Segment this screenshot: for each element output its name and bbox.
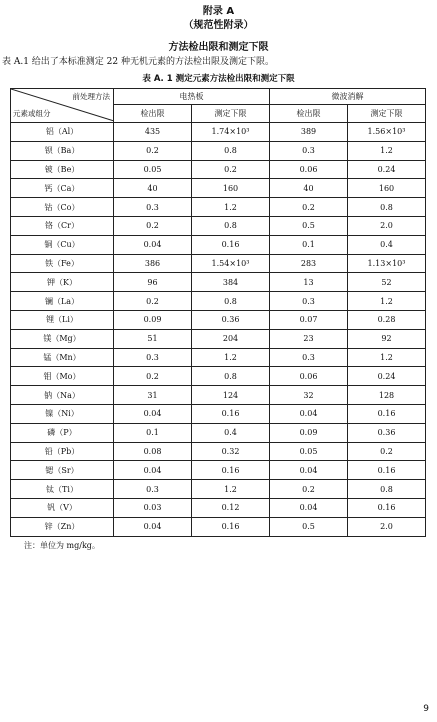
value-cell: 0.09: [270, 423, 348, 442]
corner-label-element: 元素或组分: [13, 109, 51, 118]
annex-type: （规范性附录）: [183, 20, 254, 31]
value-cell: 0.04: [114, 404, 192, 423]
value-cell: 0.2: [114, 292, 192, 311]
value-cell: 0.09: [114, 310, 192, 329]
value-cell: 0.16: [348, 404, 426, 423]
element-cell: 磷（P）: [11, 423, 114, 442]
value-cell: 0.5: [270, 517, 348, 536]
value-cell: 1.13×10³: [348, 254, 426, 273]
corner-label-method: 前处理方法: [72, 92, 110, 101]
element-cell: 锶（Sr）: [11, 461, 114, 480]
value-cell: 0.05: [270, 442, 348, 461]
value-cell: 1.54×10³: [192, 254, 270, 273]
table-row: [11, 179, 426, 198]
section-title: 方法检出限和测定下限: [168, 42, 269, 53]
value-cell: 1.74×10³: [192, 123, 270, 142]
value-cell: 52: [348, 273, 426, 292]
value-cell: 0.8: [192, 141, 270, 160]
value-cell: 1.2: [192, 198, 270, 217]
value-cell: 0.4: [348, 235, 426, 254]
value-cell: 0.16: [192, 404, 270, 423]
value-cell: 0.04: [114, 461, 192, 480]
value-cell: 0.36: [192, 310, 270, 329]
value-cell: 0.06: [270, 367, 348, 386]
element-cell: 钡（Ba）: [11, 141, 114, 160]
subheader-cell: 测定下限: [348, 105, 426, 123]
value-cell: 32: [270, 386, 348, 405]
value-cell: 0.8: [348, 480, 426, 499]
value-cell: 204: [192, 329, 270, 348]
element-cell: 镍（Ni）: [11, 404, 114, 423]
table-row: [11, 404, 426, 423]
element-cell: 铁（Fe）: [11, 254, 114, 273]
table-caption: 表 A. 1 测定元素方法检出限和测定下限: [142, 74, 295, 84]
table-row: [11, 292, 426, 311]
value-cell: 0.1: [270, 235, 348, 254]
value-cell: 0.2: [114, 367, 192, 386]
value-cell: 0.08: [114, 442, 192, 461]
value-cell: 0.3: [270, 292, 348, 311]
value-cell: 0.2: [348, 442, 426, 461]
element-cell: 锂（Li）: [11, 310, 114, 329]
value-cell: 0.04: [270, 461, 348, 480]
page-number: 9: [423, 704, 429, 714]
value-cell: 384: [192, 273, 270, 292]
table-row: [11, 498, 426, 517]
value-cell: 0.04: [270, 404, 348, 423]
value-cell: 0.8: [192, 292, 270, 311]
value-cell: 0.16: [192, 235, 270, 254]
value-cell: 0.2: [270, 480, 348, 499]
value-cell: 0.3: [270, 348, 348, 367]
value-cell: 128: [348, 386, 426, 405]
table-row: [11, 198, 426, 217]
group-header-microwave: 微波消解: [270, 89, 426, 105]
value-cell: 1.2: [348, 141, 426, 160]
value-cell: 0.3: [270, 141, 348, 160]
intro-paragraph: 表 A.1 给出了本标准测定 22 种无机元素的方法检出限及测定下限。: [2, 57, 274, 67]
value-cell: 283: [270, 254, 348, 273]
table-row: [11, 517, 426, 536]
value-cell: 51: [114, 329, 192, 348]
element-cell: 锌（Zn）: [11, 517, 114, 536]
table-row: [11, 367, 426, 386]
value-cell: 0.03: [114, 498, 192, 517]
value-cell: 0.16: [348, 498, 426, 517]
table-row: [11, 216, 426, 235]
table-row: [11, 442, 426, 461]
value-cell: 0.3: [114, 198, 192, 217]
table-row: [11, 160, 426, 179]
table-row: [11, 386, 426, 405]
value-cell: 0.05: [114, 160, 192, 179]
value-cell: 2.0: [348, 216, 426, 235]
value-cell: 40: [270, 179, 348, 198]
detection-limit-table: [10, 88, 426, 537]
value-cell: 160: [348, 179, 426, 198]
value-cell: 13: [270, 273, 348, 292]
value-cell: 1.2: [348, 292, 426, 311]
element-cell: 铅（Pb）: [11, 442, 114, 461]
subheader-cell: 测定下限: [192, 105, 270, 123]
value-cell: 0.06: [270, 160, 348, 179]
value-cell: 386: [114, 254, 192, 273]
value-cell: 31: [114, 386, 192, 405]
table-row: [11, 235, 426, 254]
value-cell: 160: [192, 179, 270, 198]
value-cell: 0.32: [192, 442, 270, 461]
element-cell: 铜（Cu）: [11, 235, 114, 254]
value-cell: 0.28: [348, 310, 426, 329]
value-cell: 0.04: [114, 517, 192, 536]
value-cell: 0.2: [192, 160, 270, 179]
value-cell: 0.5: [270, 216, 348, 235]
value-cell: 0.04: [270, 498, 348, 517]
value-cell: 0.8: [192, 367, 270, 386]
value-cell: 96: [114, 273, 192, 292]
table-row: [11, 273, 426, 292]
value-cell: 40: [114, 179, 192, 198]
group-header-hotplate: 电热板: [114, 89, 270, 105]
value-cell: 0.36: [348, 423, 426, 442]
table-row: [11, 348, 426, 367]
value-cell: 1.56×10³: [348, 123, 426, 142]
value-cell: 0.8: [348, 198, 426, 217]
value-cell: 435: [114, 123, 192, 142]
element-cell: 镁（Mg）: [11, 329, 114, 348]
element-cell: 铬（Cr）: [11, 216, 114, 235]
value-cell: 0.16: [192, 461, 270, 480]
element-cell: 钠（Na）: [11, 386, 114, 405]
table-corner-cell: [11, 89, 114, 123]
value-cell: 0.3: [114, 348, 192, 367]
value-cell: 0.07: [270, 310, 348, 329]
table-row: [11, 141, 426, 160]
element-cell: 铍（Be）: [11, 160, 114, 179]
value-cell: 389: [270, 123, 348, 142]
value-cell: 0.4: [192, 423, 270, 442]
value-cell: 0.24: [348, 367, 426, 386]
value-cell: 0.2: [114, 141, 192, 160]
table-row: [11, 423, 426, 442]
table-row: [11, 329, 426, 348]
value-cell: 124: [192, 386, 270, 405]
element-cell: 钛（Ti）: [11, 480, 114, 499]
table-row: [11, 310, 426, 329]
element-cell: 铝（Al）: [11, 123, 114, 142]
value-cell: 0.1: [114, 423, 192, 442]
element-cell: 钒（V）: [11, 498, 114, 517]
table-row: [11, 461, 426, 480]
table-header-row: [11, 89, 426, 105]
value-cell: 0.8: [192, 216, 270, 235]
value-cell: 0.04: [114, 235, 192, 254]
table-row: [11, 123, 426, 142]
value-cell: 0.2: [114, 216, 192, 235]
subheader-cell: 检出限: [270, 105, 348, 123]
table-row: [11, 480, 426, 499]
value-cell: 0.16: [192, 517, 270, 536]
value-cell: 0.12: [192, 498, 270, 517]
value-cell: 0.24: [348, 160, 426, 179]
value-cell: 0.16: [348, 461, 426, 480]
table-note: 注：单位为 mg/kg。: [24, 541, 100, 550]
value-cell: 23: [270, 329, 348, 348]
annex-title: 附录 A: [202, 6, 235, 17]
value-cell: 0.3: [114, 480, 192, 499]
element-cell: 钼（Mo）: [11, 367, 114, 386]
element-cell: 钙（Ca）: [11, 179, 114, 198]
element-cell: 钴（Co）: [11, 198, 114, 217]
value-cell: 1.2: [192, 480, 270, 499]
value-cell: 1.2: [348, 348, 426, 367]
element-cell: 锰（Mn）: [11, 348, 114, 367]
subheader-cell: 检出限: [114, 105, 192, 123]
element-cell: 镧（La）: [11, 292, 114, 311]
table-row: [11, 254, 426, 273]
element-cell: 钾（K）: [11, 273, 114, 292]
value-cell: 92: [348, 329, 426, 348]
value-cell: 2.0: [348, 517, 426, 536]
value-cell: 1.2: [192, 348, 270, 367]
value-cell: 0.2: [270, 198, 348, 217]
